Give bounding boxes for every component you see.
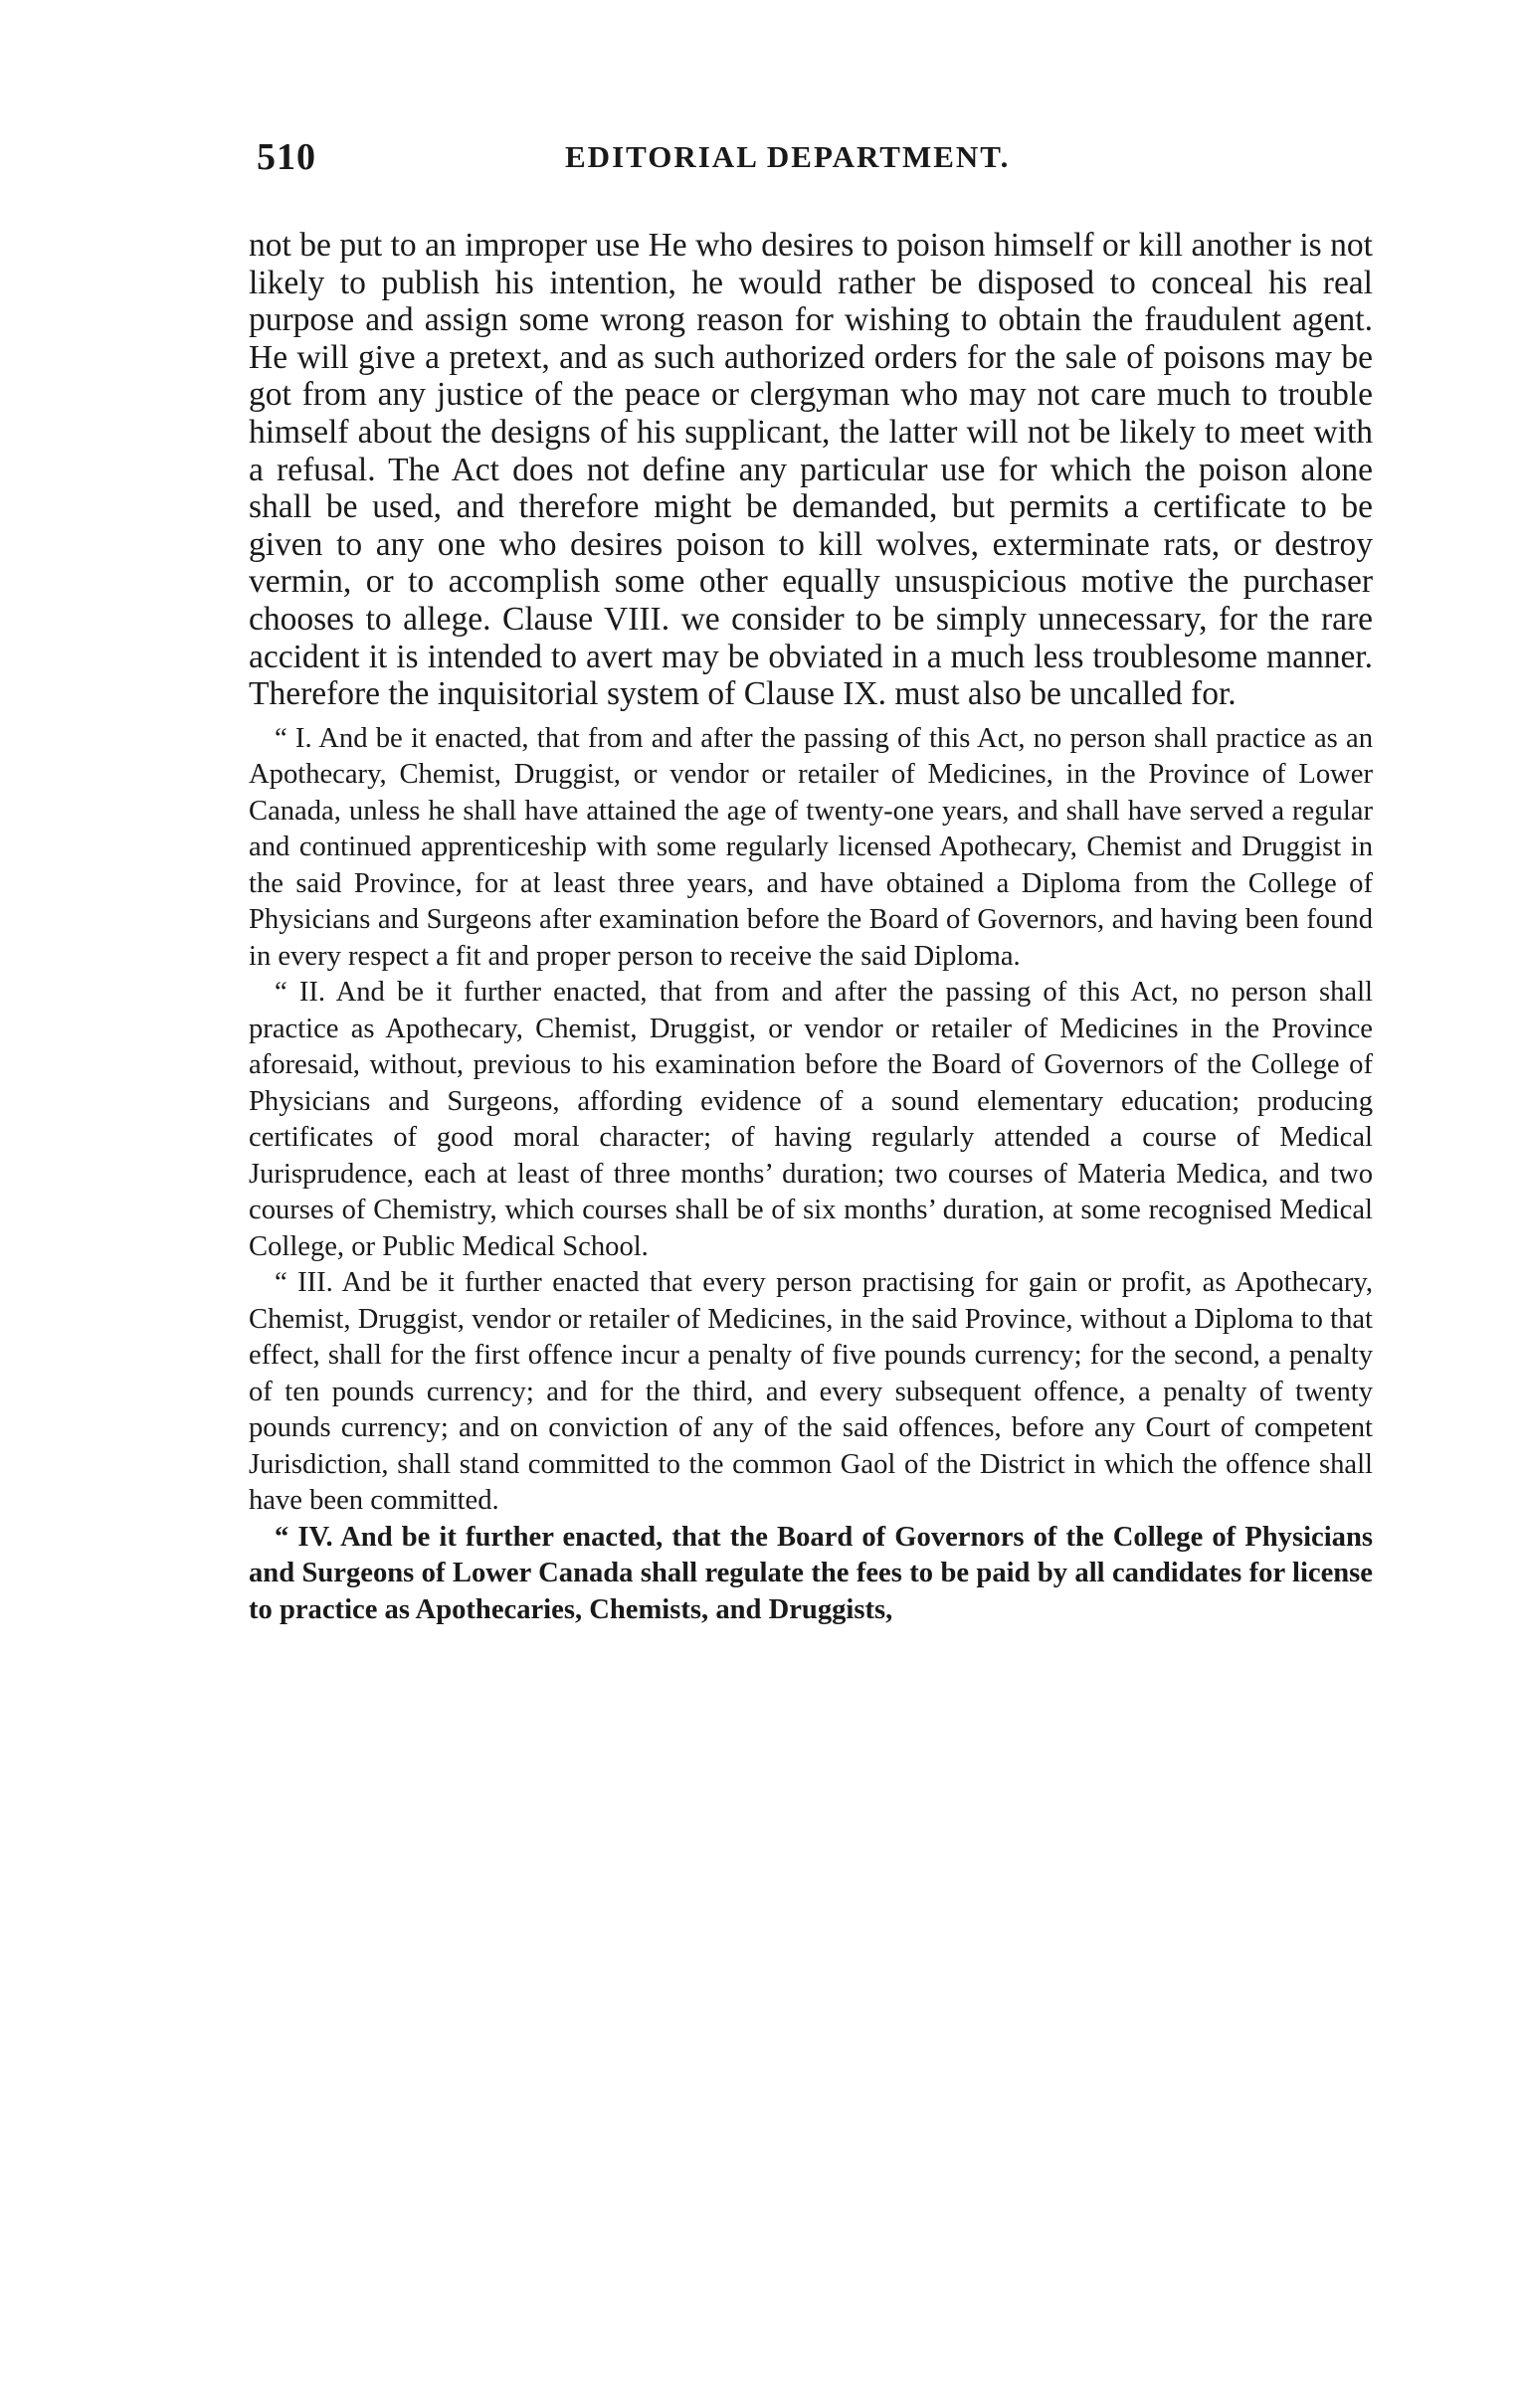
body-text — [249, 227, 1373, 1628]
page-number: 510 — [257, 136, 316, 178]
clause-4-paragraph: “ IV. And be it further enacted, that the Board of Governors of the College of Physicians and Surgeons of Lower Canada shall regulate the fees to be paid by all candidates for license to practice as Apothecaries, Chemists, and Druggists, — [249, 1521, 1373, 1625]
clause-2-paragraph: “ II. And be it further enacted, that from and after the passing of this Act, no person shall practice as Apothecary, Chemist, Druggist, or vendor or retailer of Medicines in the Province aforesaid, without, previous to his examination before the Board of Governors of the College of Physicians and Surgeons, affording evidence of a sound elementary education; producing certificates of good moral character; of having regularly attended a course of Medical Jurisprudence, each at least of three months’ duration; two courses of Materia Medica, and two courses of Chemistry, which courses shall be of six months’ duration, at some recognised Medical College, or Public Medical School. — [249, 977, 1373, 1262]
page-header — [257, 135, 1251, 179]
clause-3-paragraph: “ III. And be it further enacted that every person practising for gain or profit, as Apothecary, Chemist, Druggist, vendor or retailer of Medicines, in the said Province, without a Diploma to that effect, shall for the first offence incur a penalty of five pounds currency; for the second, a penalty of ten pounds currency; and for the third, and every subsequent offence, a penalty of twenty pounds currency; and on conviction of any of the said offences, before any Court of competent Jurisdiction, shall stand committed to the common Gaol of the District in which the offence shall have been committed. — [249, 1267, 1373, 1517]
clause-1-paragraph: “ I. And be it enacted, that from and after the passing of this Act, no person shall practice as an Apothecary, Chemist, Druggist, or vendor or retailer of Medicines, in the Province of Lower Canada, unless he shall have attained the age of twenty-one years, and shall have served a regular and continued apprenticeship with some regularly licensed Apothecary, Chemist and Druggist in the said Province, for at least three years, and have obtained a Diploma from the College of Physicians and Surgeons after examination before the Board of Governors, and having been found in every respect a fit and proper person to receive the said Diploma. — [249, 722, 1373, 972]
editorial-paragraph: not be put to an improper use He who desires to poison himself or kill another is not likely to publish his intention, he would rather be disposed to conceal his real purpose and assign some wrong reason for wishing to obtain the fraudulent agent. He will give a pretext, and as such authorized orders for the sale of poisons may be got from any justice of the peace or clergyman who may not care much to trouble himself about the designs of his supplicant, the latter will not be likely to meet with a refusal. The Act does not define any particular use for which the poison alone shall be used, and therefore might be demanded, but permits a certificate to be given to any one who desires poison to kill wolves, exterminate rats, or destroy vermin, or to accomplish some other equally unsuspicious motive the purchaser chooses to allege. Clause VIII. we consider to be simply unnecessary, for the rare accident it is intended to avert may be obviated in a much less troublesome manner. Therefore the inquisitorial system of Clause IX. must also be uncalled for. — [249, 227, 1373, 713]
running-head: EDITORIAL DEPARTMENT. — [565, 139, 1011, 174]
